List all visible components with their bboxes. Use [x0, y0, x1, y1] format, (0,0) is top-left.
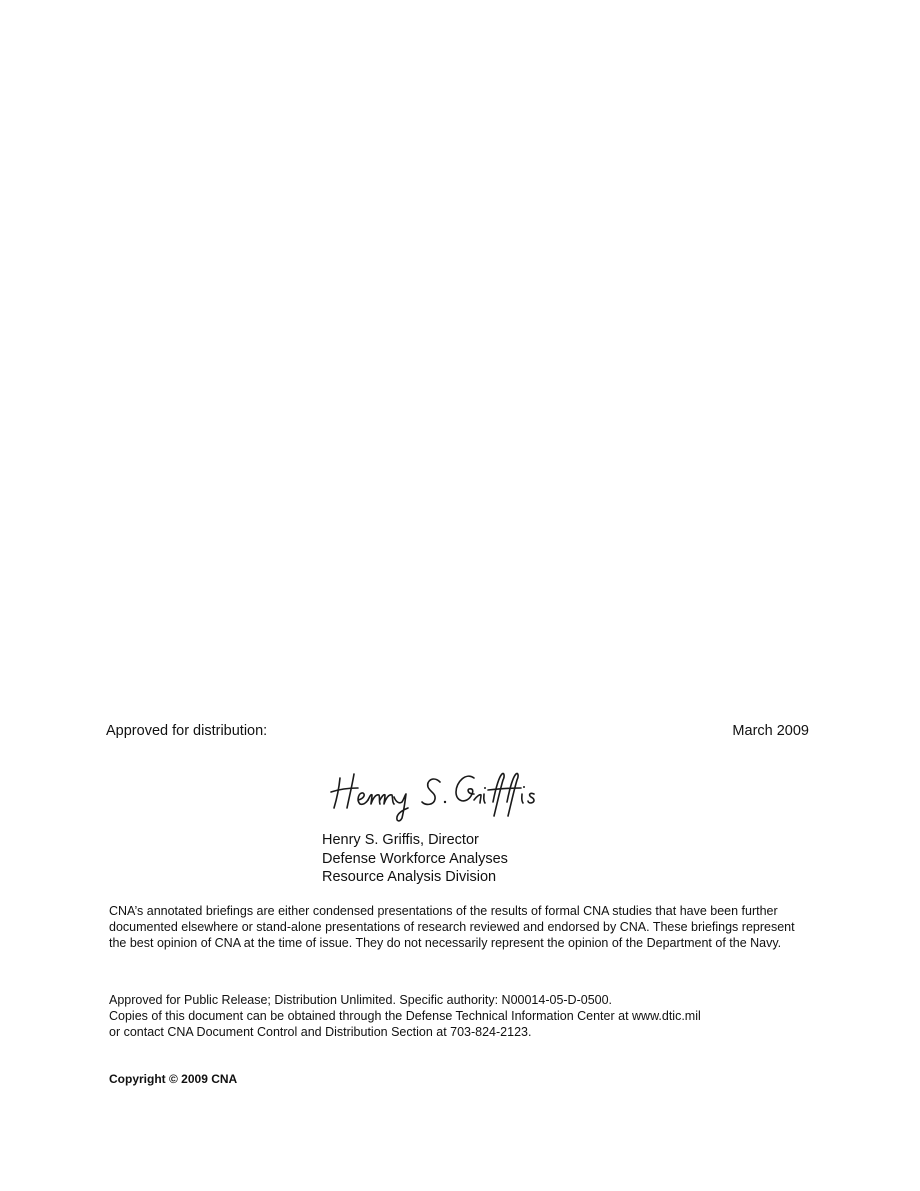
issue-date: March 2009 [732, 723, 809, 739]
signer-unit: Defense Workforce Analyses [322, 850, 508, 867]
release-statement [109, 992, 809, 1040]
signer-division: Resource Analysis Division [322, 869, 497, 885]
release-authority-line: Approved for Public Release; Distribution Unlimited. Specific authority: N00014-05-D-0500. [109, 993, 613, 1007]
signer-name-title: Henry S. Griffis, Director [322, 832, 479, 848]
copyright-notice: Copyright © 2009 CNA [109, 1072, 238, 1086]
disclaimer-paragraph: CNA’s annotated briefings are either condensed presentations of the results of formal CNA studies that have been further documented elsewhere or stand-alone presentations of research reviewed and endorsed by CNA. These briefings represent the best opinion of CNA at the time of issue. They do not necessarily represent the opinion of the Department of the Navy. [109, 904, 795, 950]
approved-for-distribution-label: Approved for distribution: [106, 723, 268, 739]
release-contact-line: or contact CNA Document Control and Distribution Section at 703-824-2123. [109, 1025, 532, 1039]
release-copies-line: Copies of this document can be obtained through the Defense Technical Information Center at www.dtic.mil [109, 1009, 701, 1023]
signature-image [328, 764, 550, 826]
signer-block [322, 831, 508, 887]
